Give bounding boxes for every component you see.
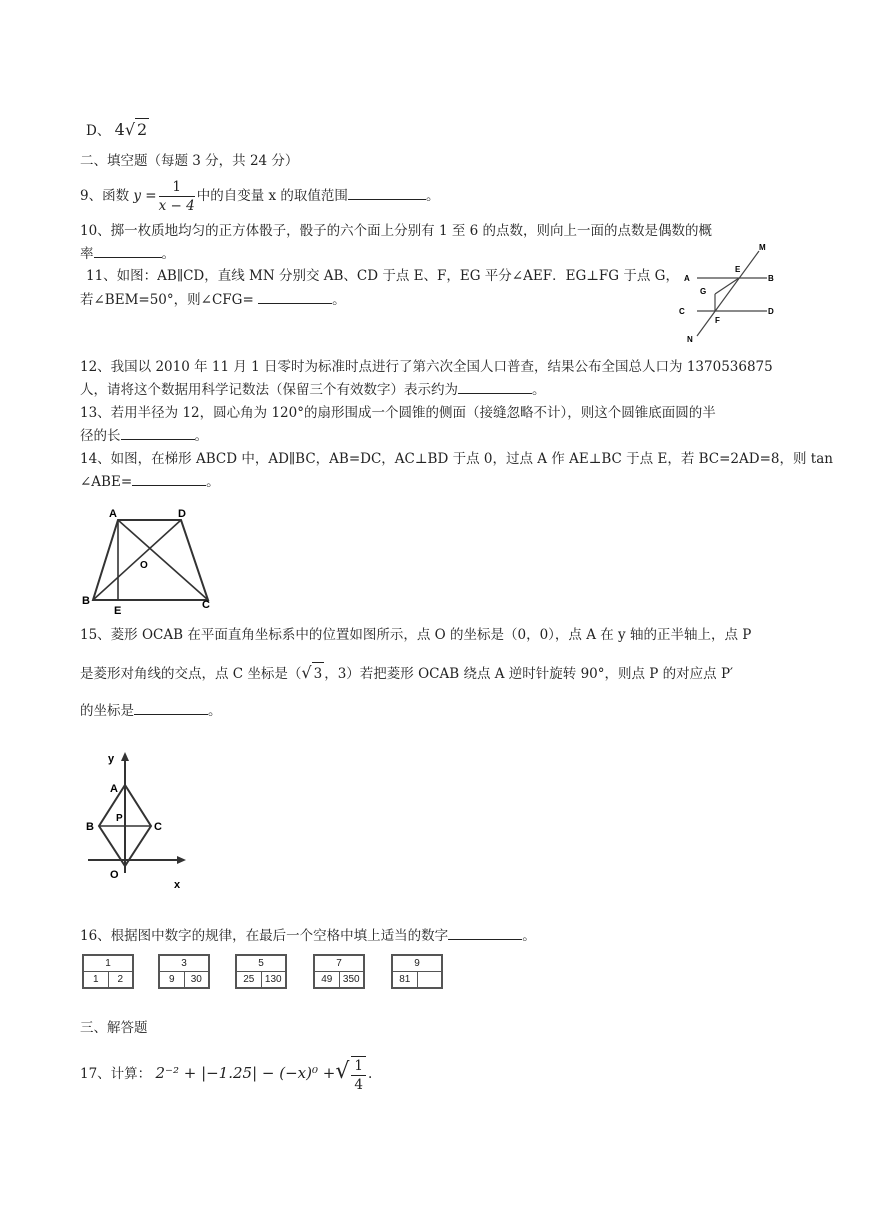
- question-13-line2: 径的长 。: [80, 425, 208, 447]
- question-17: 17、计算： 2⁻² + |−1.25| − (−x)⁰ +√ $\frac{1}{4}$ .: [80, 1057, 373, 1093]
- pattern-box-2: 3 9 30: [158, 954, 210, 989]
- pattern-box-4: 7 49 350: [313, 954, 365, 989]
- answer-blank: [132, 471, 206, 486]
- label-A: A: [684, 274, 690, 283]
- figure-trapezoid: [78, 500, 223, 615]
- label-O: O: [140, 560, 148, 571]
- question-16: 16、根据图中数字的规律，在最后一个空格中填上适当的数字 。: [80, 925, 536, 947]
- figure-rhombus: [78, 748, 193, 893]
- label-P: P: [116, 813, 123, 824]
- answer-blank: [448, 925, 522, 940]
- label-E: E: [114, 605, 122, 615]
- answer-blank: [94, 243, 162, 258]
- answer-blank: [134, 700, 208, 715]
- label-A: A: [109, 508, 117, 520]
- answer-blank: [458, 379, 532, 394]
- question-10-line2: 率 。: [80, 243, 175, 265]
- label-B: B: [82, 595, 90, 607]
- answer-blank: [258, 289, 332, 304]
- label-G: G: [700, 287, 707, 296]
- label-y: y: [108, 753, 115, 765]
- pattern-box-1: 1 1 2: [82, 954, 134, 989]
- label-x: x: [174, 879, 181, 891]
- label-N: N: [687, 335, 693, 344]
- question-12-line1: 12、我国以 2010 年 11 月 1 日零时为标准时点进行了第六次全国人口普查，结果公布全国总人口为 1370536875: [80, 359, 773, 375]
- option-value: 4√ 2: [114, 120, 148, 139]
- question-11-line1: 11、如图：AB∥CD，直线 MN 分别交 AB、CD 于点 E、F，EG 平分∠AEF．EG⊥FG 于点 G，: [86, 268, 679, 284]
- expression: 2⁻² + |−1.25| − (−x)⁰ +: [155, 1064, 336, 1082]
- question-14-line2: ∠ABE= 。: [80, 471, 220, 493]
- question-15-line2: 是菱形对角线的交点，点 C 坐标是（√ 3 ，3）若把菱形 OCAB 绕点 A 逆时针旋转 90°，则点 P 的对应点 P′: [80, 662, 733, 685]
- fraction: $\frac{1}{x - 4}$: [158, 179, 195, 214]
- label-B: B: [86, 821, 94, 833]
- empty-cell: [417, 972, 442, 987]
- label-F: F: [715, 316, 720, 325]
- label-D: D: [768, 307, 774, 316]
- label-M: M: [759, 243, 766, 252]
- figure-parallel-lines: [675, 240, 785, 345]
- section-heading-fill: 二、填空题（每题 3 分，共 24 分）: [80, 153, 299, 169]
- label-C: C: [679, 307, 685, 316]
- answer-blank: [348, 185, 426, 200]
- question-9: 9、函数 y = $\frac{1}{x - 4}$ 中的自变量 x 的取值范围 。: [80, 179, 440, 214]
- option-d: [86, 118, 149, 142]
- label-D: D: [178, 508, 186, 520]
- sqrt-radicand: 3: [312, 662, 325, 685]
- label-C: C: [154, 821, 162, 833]
- section-heading-answer: 三、解答题: [80, 1020, 148, 1036]
- label-E: E: [735, 265, 741, 274]
- question-14-line1: 14、如图，在梯形 ABCD 中，AD∥BC，AB=DC，AC⊥BD 于点 0，过点 A 作 AE⊥BC 于点 E，若 BC=2AD=8，则 tan: [80, 451, 833, 467]
- pattern-box-3: 5 25 130: [235, 954, 287, 989]
- label-A: A: [110, 783, 118, 795]
- question-15-line1: 15、菱形 OCAB 在平面直角坐标系中的位置如图所示，点 O 的坐标是（0，0），点 A 在 y 轴的正半轴上，点 P: [80, 627, 752, 643]
- sqrt-fraction: $\frac{1}{4}$: [351, 1056, 366, 1094]
- function-lhs: y =: [133, 188, 157, 204]
- option-label: D、: [86, 123, 111, 139]
- label-C: C: [202, 599, 210, 611]
- question-15-line3: 的坐标是 。: [80, 700, 222, 722]
- question-11-line2: 若∠BEM=50°，则∠CFG= 。: [80, 289, 346, 311]
- answer-blank: [121, 425, 195, 440]
- pattern-box-5: 9 81: [391, 954, 443, 989]
- question-12-line2: 人，请将这个数据用科学记数法（保留三个有效数字）表示约为 。: [80, 379, 546, 401]
- label-O: O: [110, 869, 119, 881]
- question-10-line1: 10、掷一枚质地均匀的正方体骰子，骰子的六个面上分别有 1 至 6 的点数，则向上一面的点数是偶数的概: [80, 223, 713, 239]
- question-13-line1: 13、若用半径为 12，圆心角为 120°的扇形围成一个圆锥的侧面（接缝忽略不计），则这个圆锥底面圆的半: [80, 405, 716, 421]
- label-B: B: [768, 274, 774, 283]
